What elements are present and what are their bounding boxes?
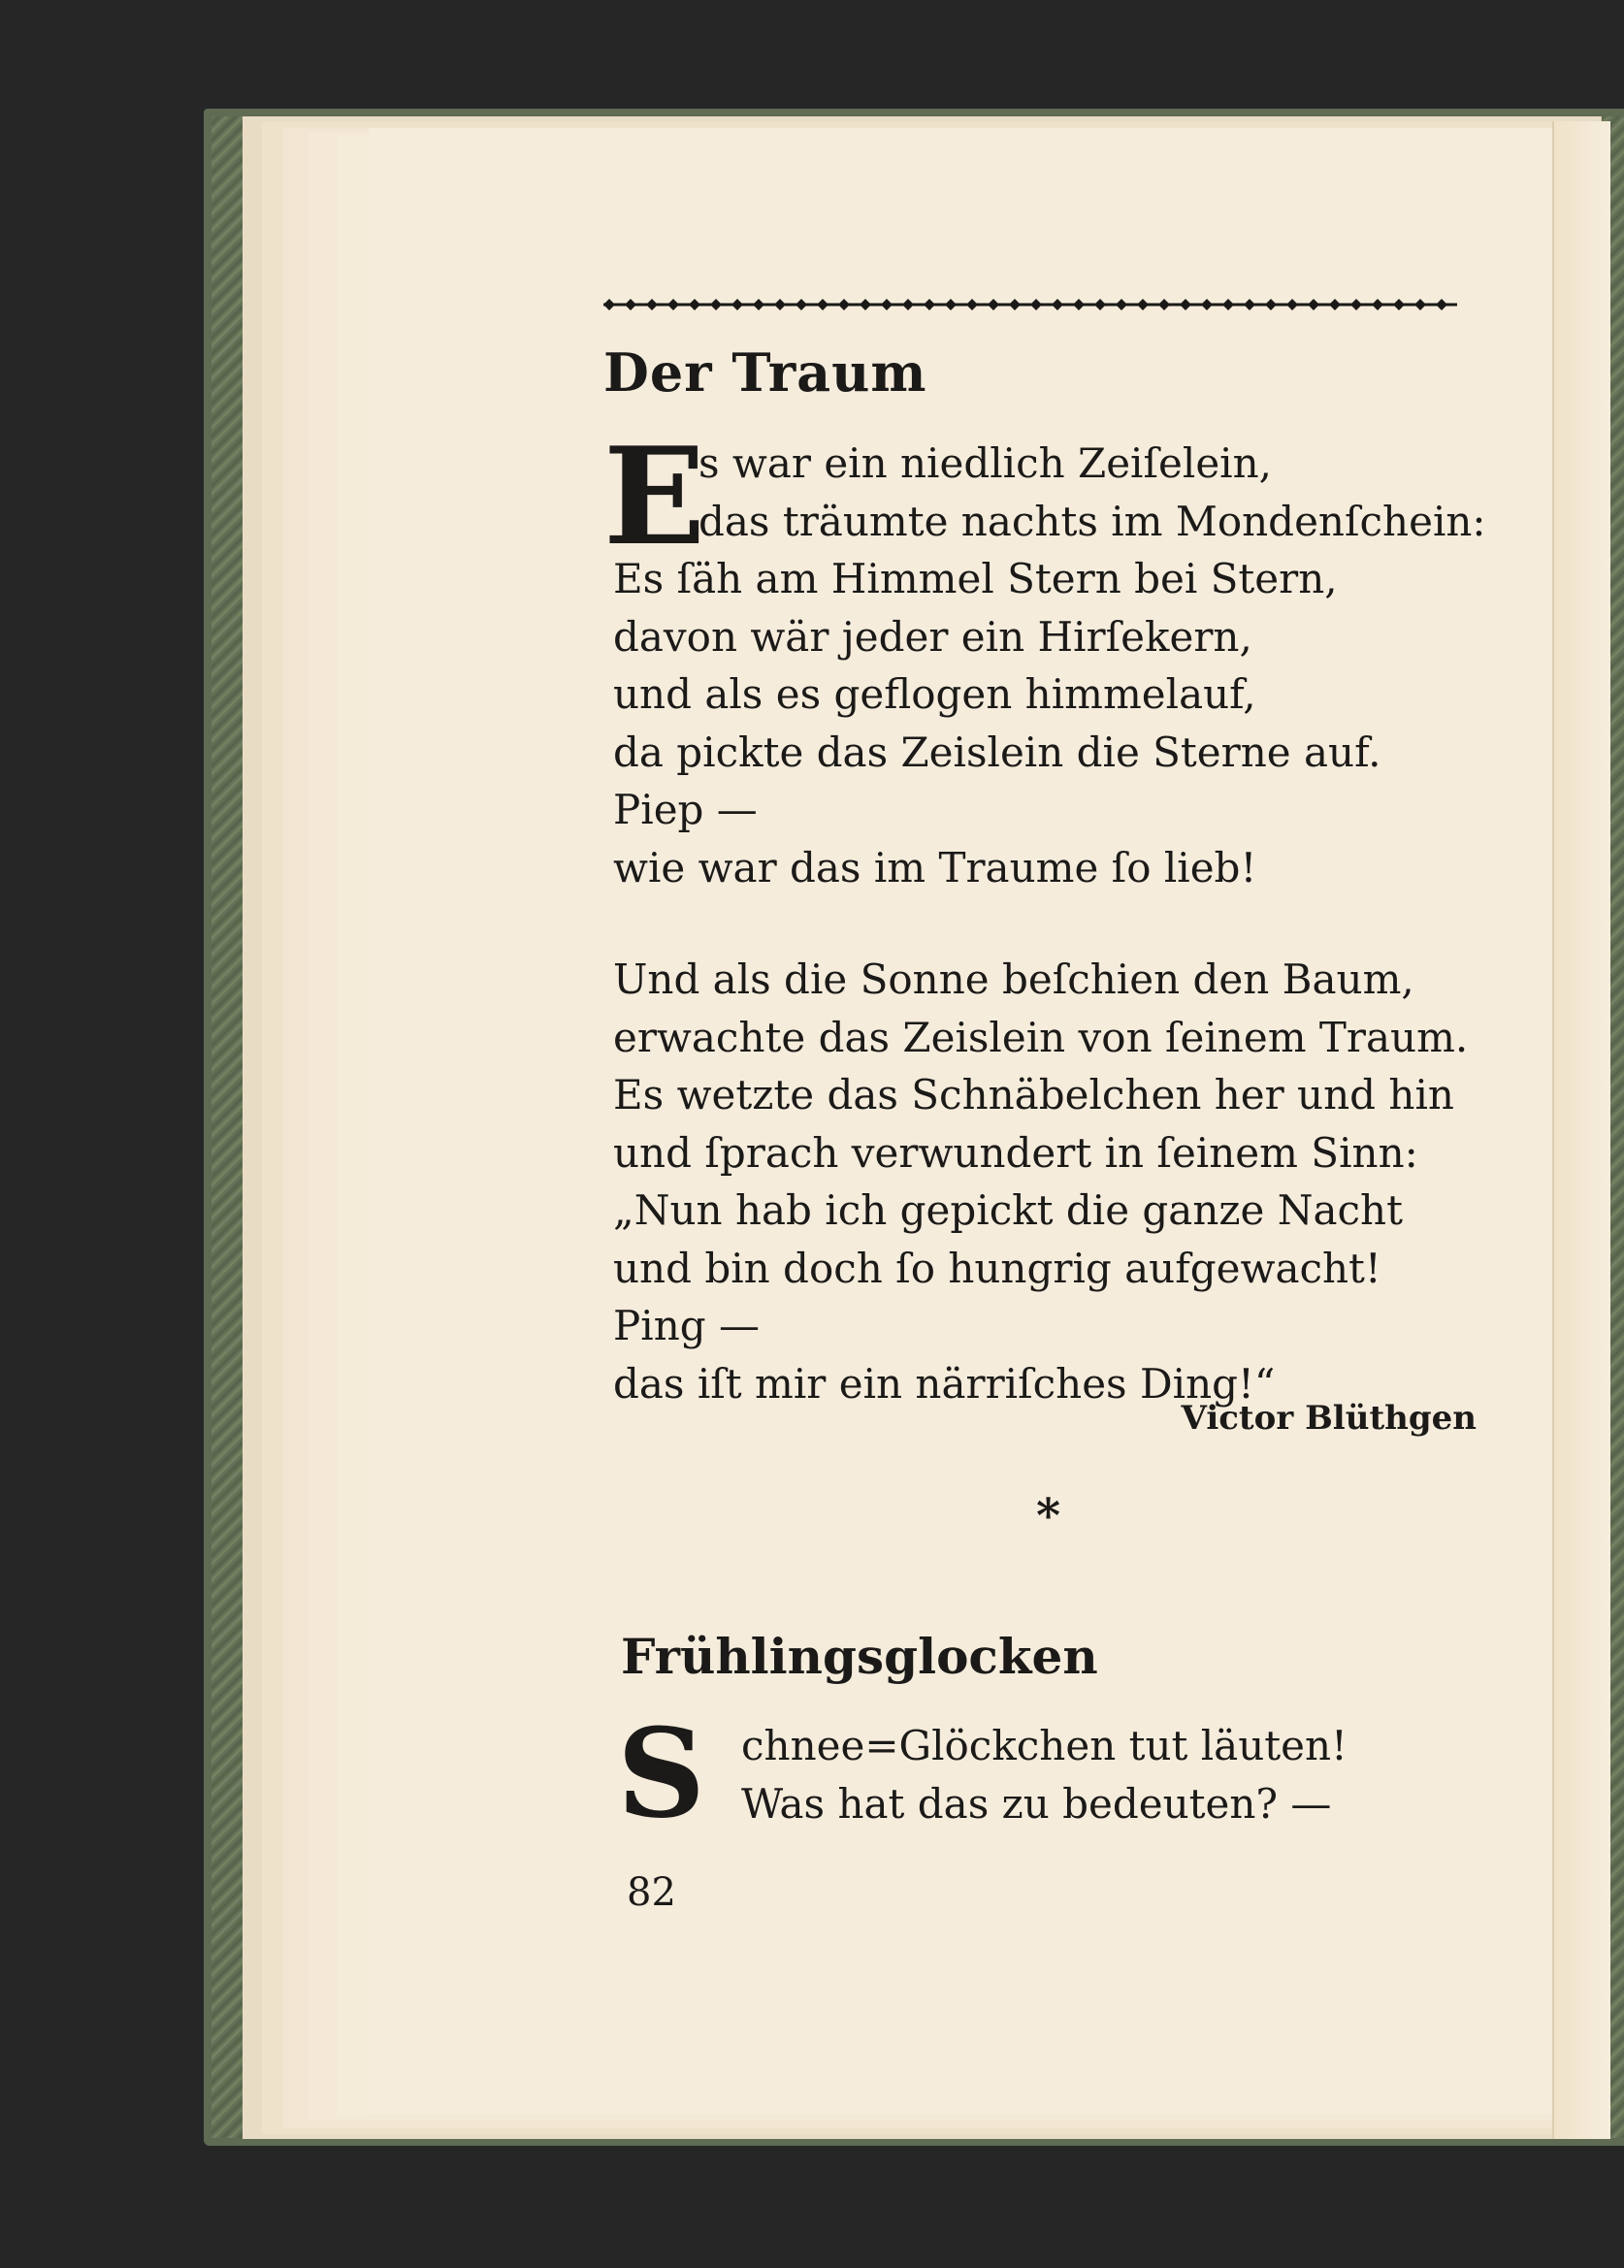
poem-line: „Nun hab ich gepickt die ganze Nacht [613, 1186, 1403, 1234]
poem-line: Ping — [613, 1302, 760, 1349]
ornament-diamond [710, 299, 722, 310]
ornament-diamond [902, 299, 914, 310]
ornament-diamond [988, 299, 999, 310]
poem-line: chnee=Glöckchen tut läuten! [741, 1722, 1348, 1769]
poem-line: und bin doch ſo hungrig aufgewacht! [613, 1244, 1381, 1292]
poem-line: s war ein niedlich Zeiſelein, [698, 439, 1273, 487]
ornament-diamond [1158, 299, 1170, 310]
poem-stanza-2 [613, 951, 1515, 1412]
ornament-diamond [1265, 299, 1277, 310]
ornament-diamond [966, 299, 978, 310]
ornament-diamond [731, 299, 743, 310]
poem-line: erwachte das Zeislein von ſeinem Traum. [613, 1013, 1469, 1061]
poem-line: Es ſäh am Himmel Stern bei Stern, [613, 555, 1338, 602]
ornament-diamond [1094, 299, 1106, 310]
ornament-diamond [1009, 299, 1021, 310]
ornament-diamond [881, 299, 893, 310]
ornament-diamond [1030, 299, 1042, 310]
ornament-diamond [753, 299, 764, 310]
ornament-diamond [1244, 299, 1255, 310]
poem-stanza-1 [613, 435, 1515, 896]
facing-page-edge [1552, 121, 1610, 2139]
poem-line: Piep — [613, 786, 758, 833]
poem-title: Frühlingsglocken [621, 1628, 1098, 1685]
ornament-diamond [860, 299, 871, 310]
ornament-diamond [1414, 299, 1426, 310]
ornament-diamond [1308, 299, 1319, 310]
poem-line: Und als die Sonne beſchien den Baum, [613, 956, 1414, 1003]
ornament-diamond [1393, 299, 1405, 310]
section-separator: * [1036, 1489, 1061, 1543]
ornament-diamond [689, 299, 700, 310]
poem-line: Es wetzte das Schnäbelchen her und hin [613, 1071, 1454, 1118]
drop-cap: S [617, 1701, 705, 1845]
poem-author: Victor Blüthgen [1181, 1399, 1477, 1438]
poem-line: und ſprach verwundert in ſeinem Sinn: [613, 1128, 1418, 1177]
ornament-diamond [1436, 299, 1447, 310]
ornament-diamond [796, 299, 807, 310]
ornament-diamond [1222, 299, 1234, 310]
ornament-diamond [1372, 299, 1383, 310]
ornament-diamond [1329, 299, 1341, 310]
poem-line: und als es geflogen himmelauf, [613, 670, 1256, 718]
ornament-diamond [646, 299, 658, 310]
drop-cap: E [603, 417, 706, 575]
ornament-diamond [603, 299, 615, 310]
ornament-diamond [1350, 299, 1362, 310]
ornament-diamond [1286, 299, 1298, 310]
ornament-diamond [1116, 299, 1127, 310]
ornament-diamond [667, 299, 679, 310]
ornament-diamond [924, 299, 935, 310]
poem-title: Der Traum [603, 341, 927, 404]
ornament-diamond [625, 299, 636, 310]
ornament-diamond [817, 299, 828, 310]
poem-line: das iſt mir ein närriſches Ding!“ [613, 1359, 1276, 1408]
poem-line: wie war das im Traume ſo lieb! [613, 843, 1257, 891]
ornamental-rule [603, 297, 1457, 312]
ornament-diamond [838, 299, 850, 310]
ornament-diamond [1052, 299, 1063, 310]
page-number: 82 [627, 1870, 676, 1915]
ornament-diamond [774, 299, 786, 310]
poem-line: Was hat das zu bedeuten? — [741, 1779, 1332, 1828]
poem-line: das träumte nachts im Mondenſchein: [698, 497, 1486, 545]
ornament-diamond [1201, 299, 1213, 310]
ornament-diamond [945, 299, 957, 310]
poem-line: davon wär jeder ein Hirſekern, [613, 612, 1252, 661]
poem-stanza [741, 1717, 1348, 1832]
ornament-diamond [1180, 299, 1191, 310]
poem-line: da pickte das Zeislein die Sterne auf. [613, 728, 1381, 776]
ornament-diamond [1137, 299, 1149, 310]
ornament-diamond [1073, 299, 1085, 310]
